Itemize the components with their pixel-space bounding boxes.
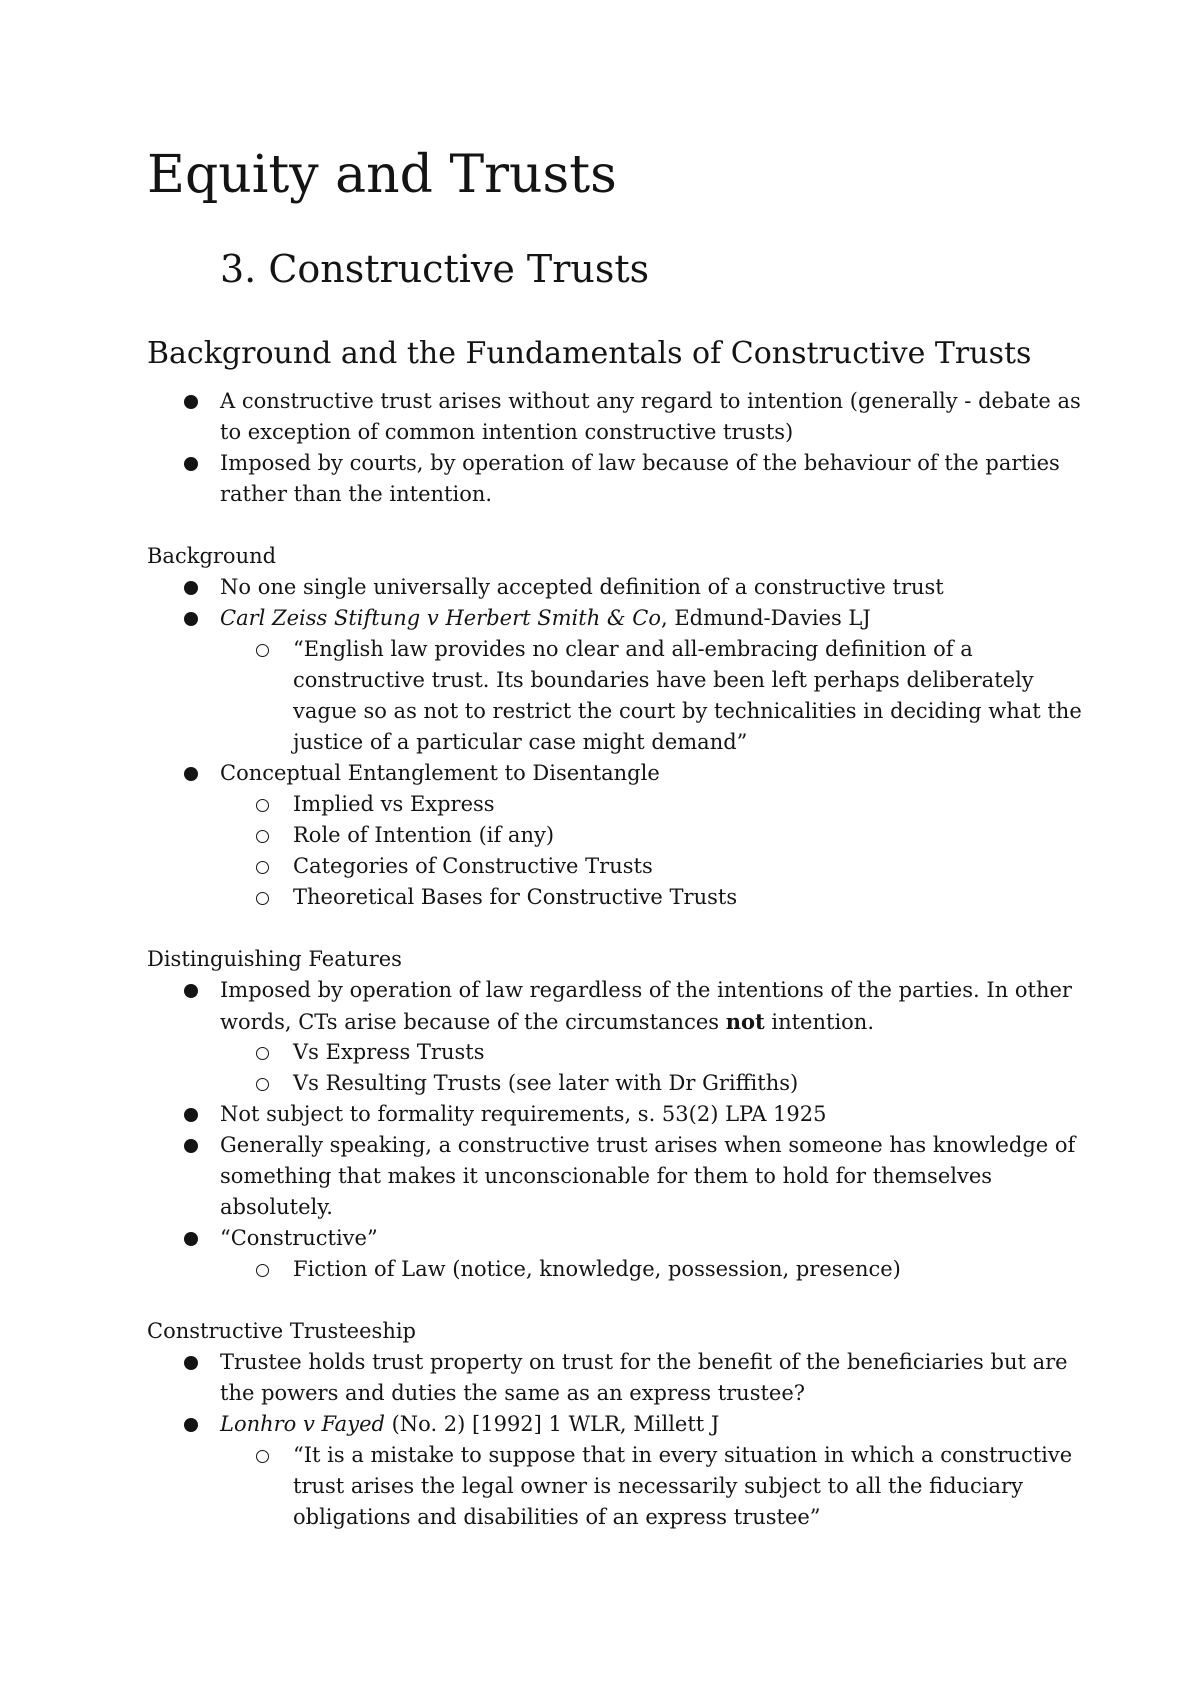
bullet-icon [184, 581, 198, 595]
subheading-background: Background [147, 544, 277, 568]
document-title: Equity and Trusts [147, 145, 617, 205]
sub-bullet-icon [256, 830, 269, 843]
list-item: “Constructive” [220, 1226, 378, 1250]
list-item: Trustee holds trust property on trust for the benefit of the beneficiaries but are [220, 1350, 1068, 1374]
list-item: A constructive trust arises without any regard to intention (generally - debate as [220, 389, 1081, 413]
sub-bullet-icon [256, 1450, 269, 1463]
sub-bullet-icon [256, 1078, 269, 1091]
quote-line: justice of a particular case might demand” [293, 730, 748, 754]
bullet-icon [184, 767, 198, 781]
sub-list-item: Theoretical Bases for Constructive Trusts [293, 885, 738, 909]
case-name: Carl Zeiss Stiftung v Herbert Smith & Co [220, 606, 661, 630]
quote-line: obligations and disabilities of an express trustee” [293, 1505, 821, 1529]
list-item-continuation: the powers and duties the same as an express trustee? [220, 1381, 806, 1405]
list-item-continuation: something that makes it unconscionable for them to hold for themselves [220, 1164, 993, 1188]
subheading-constructive-trusteeship: Constructive Trusteeship [147, 1319, 417, 1343]
sub-bullet-icon [256, 861, 269, 874]
list-item: Conceptual Entanglement to Disentangle [220, 761, 660, 785]
list-item: Imposed by courts, by operation of law because of the behaviour of the parties [220, 451, 1060, 475]
list-item-continuation: to exception of common intention constructive trusts) [220, 420, 794, 444]
sub-list-item: Implied vs Express [293, 792, 495, 816]
list-item-continuation: rather than the intention. [220, 482, 493, 506]
quote-line: trust arises the legal owner is necessarily subject to all the fiduciary [293, 1474, 1023, 1498]
bullet-icon [184, 1232, 198, 1246]
sub-bullet-icon [256, 892, 269, 905]
list-item-continuation: words, CTs arise because of the circumstances not intention. [220, 1009, 875, 1034]
emphasis-not: not [725, 1009, 765, 1034]
quote-line: “It is a mistake to suppose that in every situation in which a constructive [293, 1443, 1073, 1467]
sub-bullet-icon [256, 799, 269, 812]
bullet-icon [184, 1108, 198, 1122]
bullet-icon [184, 1418, 198, 1432]
quote-line: “English law provides no clear and all-embracing definition of a [293, 637, 973, 661]
sub-list-item: Role of Intention (if any) [293, 823, 555, 847]
bullet-icon [184, 1139, 198, 1153]
sub-bullet-icon [256, 1047, 269, 1060]
quote-line: constructive trust. Its boundaries have been left perhaps deliberately [293, 668, 1034, 692]
sub-bullet-icon [256, 1264, 269, 1277]
bullet-icon [184, 612, 198, 626]
list-item: Imposed by operation of law regardless of the intentions of the parties. In other [220, 978, 1072, 1002]
sub-bullet-icon [256, 644, 269, 657]
bullet-icon [184, 1356, 198, 1370]
list-item: Generally speaking, a constructive trust arises when someone has knowledge of [220, 1133, 1076, 1157]
sub-list-item: Fiction of Law (notice, knowledge, possession, presence) [293, 1257, 901, 1281]
list-item: Not subject to formality requirements, s. 53(2) LPA 1925 [220, 1102, 827, 1126]
sub-list-item: Categories of Constructive Trusts [293, 854, 653, 878]
sub-list-item: Vs Resulting Trusts (see later with Dr Griffiths) [293, 1071, 799, 1095]
quote-line: vague so as not to restrict the court by technicalities in deciding what the [293, 699, 1082, 723]
subheading-distinguishing-features: Distinguishing Features [147, 947, 402, 971]
section-heading-fundamentals: Background and the Fundamentals of Constructive Trusts [147, 336, 1032, 371]
bullet-icon [184, 457, 198, 471]
list-item-case [220, 1409, 719, 1440]
list-item-continuation: absolutely. [220, 1195, 333, 1219]
list-item-case [220, 603, 871, 634]
case-name: Lonhro v Fayed [220, 1412, 385, 1436]
bullet-icon [184, 984, 198, 998]
case-detail: , Edmund-Davies LJ [660, 606, 871, 630]
sub-list-item: Vs Express Trusts [293, 1040, 485, 1064]
document-subtitle: 3. Constructive Trusts [220, 247, 650, 291]
bullet-icon [184, 395, 198, 409]
list-item: No one single universally accepted definition of a constructive trust [220, 575, 944, 599]
case-detail: (No. 2) [1992] 1 WLR, Millett J [384, 1412, 720, 1436]
